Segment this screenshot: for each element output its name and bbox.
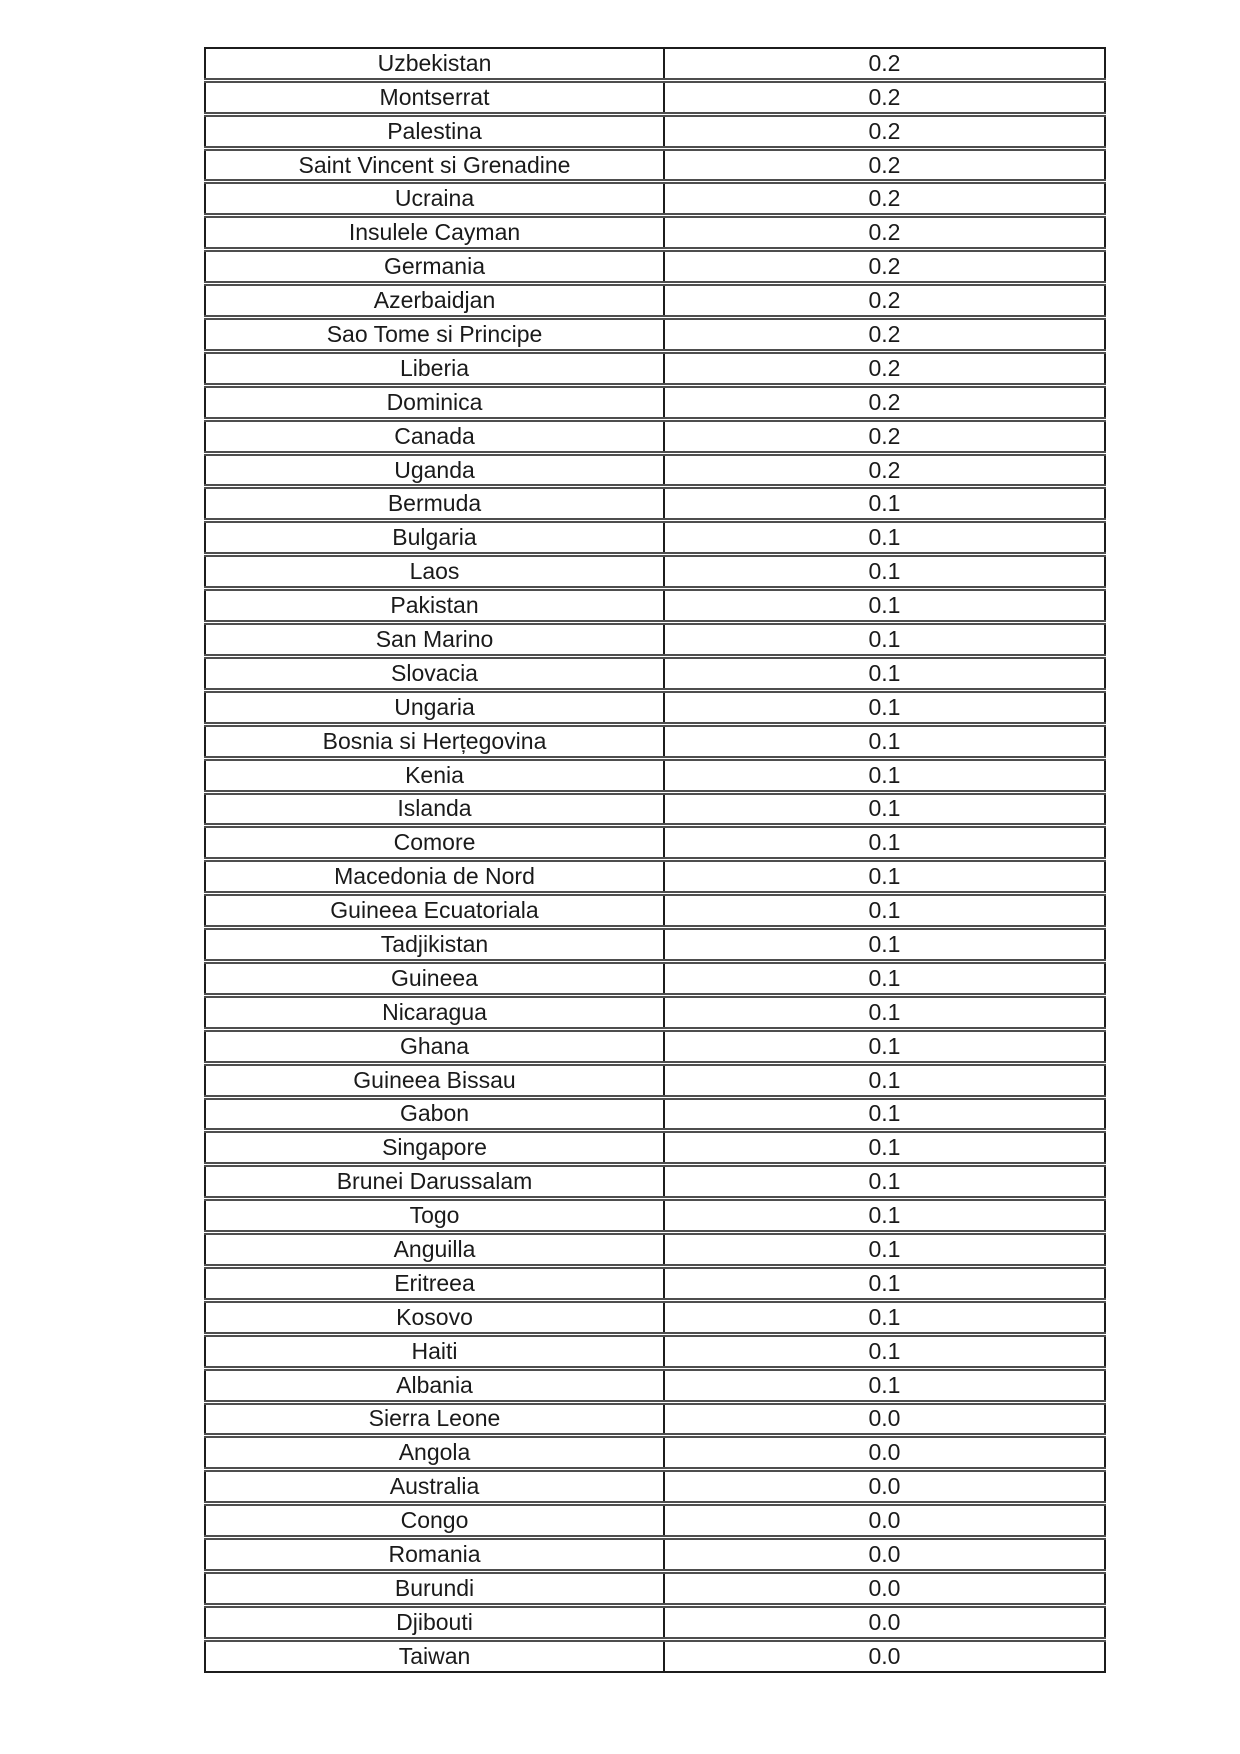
country-cell: Azerbaidjan: [205, 284, 664, 318]
country-cell: Kosovo: [205, 1300, 664, 1334]
country-value-table: [204, 47, 1106, 1673]
country-cell: Burundi: [205, 1571, 664, 1605]
value-cell: 0.1: [664, 961, 1105, 995]
table-row: [205, 1165, 1105, 1199]
table-row: [205, 148, 1105, 182]
value-cell: 0.1: [664, 521, 1105, 555]
value-cell: 0.1: [664, 1063, 1105, 1097]
value-cell: 0.1: [664, 758, 1105, 792]
country-cell: Guineea Bissau: [205, 1063, 664, 1097]
value-cell: 0.1: [664, 1165, 1105, 1199]
table-row: [205, 182, 1105, 216]
country-cell: Bosnia si Herțegovina: [205, 724, 664, 758]
country-cell: Macedonia de Nord: [205, 860, 664, 894]
table-row: [205, 995, 1105, 1029]
country-cell: Palestina: [205, 114, 664, 148]
country-cell: Togo: [205, 1199, 664, 1233]
value-cell: 0.1: [664, 623, 1105, 657]
table-row: [205, 1605, 1105, 1639]
country-cell: Sao Tome si Principe: [205, 318, 664, 352]
country-cell: Eritreea: [205, 1266, 664, 1300]
country-cell: Taiwan: [205, 1639, 664, 1672]
table-row: [205, 826, 1105, 860]
table-row: [205, 860, 1105, 894]
value-cell: 0.1: [664, 860, 1105, 894]
table-row: [205, 419, 1105, 453]
value-cell: 0.0: [868, 1642, 901, 1669]
country-cell: Canada: [205, 419, 664, 453]
country-cell: Romania: [205, 1538, 664, 1572]
country-cell: Insulele Cayman: [205, 216, 664, 250]
table-row: [205, 1300, 1105, 1334]
table-row: [205, 453, 1105, 487]
country-cell: Australia: [205, 1470, 664, 1504]
value-cell: 0.2: [664, 419, 1105, 453]
country-cell: Saint Vincent si Grenadine: [205, 148, 664, 182]
table-row: [205, 1266, 1105, 1300]
value-cell: 0.0: [664, 1436, 1105, 1470]
value-cell: 0.1: [664, 690, 1105, 724]
country-cell: Brunei Darussalam: [205, 1165, 664, 1199]
country-cell: Kenia: [205, 758, 664, 792]
country-cell: Ungaria: [205, 690, 664, 724]
value-cell: 0.2: [664, 250, 1105, 284]
value-cell: 0.2: [664, 182, 1105, 216]
table-body: [205, 48, 1105, 1672]
table-row: [205, 487, 1105, 521]
table-row: [205, 1571, 1105, 1605]
value-cell: 0.0: [664, 1402, 1105, 1436]
table-row: [205, 1199, 1105, 1233]
value-cell: 0.2: [664, 114, 1105, 148]
value-cell: 0.1: [664, 1368, 1105, 1402]
value-cell: 0.1: [664, 1131, 1105, 1165]
table-row: [205, 80, 1105, 114]
table-row: [205, 1368, 1105, 1402]
value-cell: 0.1: [664, 724, 1105, 758]
value-cell: 0.0: [664, 1538, 1105, 1572]
table-row: [205, 1063, 1105, 1097]
table-row: [205, 351, 1105, 385]
value-cell: 0.1: [664, 792, 1105, 826]
value-cell: 0.0: [664, 1504, 1105, 1538]
country-cell: Singapore: [205, 1131, 664, 1165]
table-row: [205, 758, 1105, 792]
value-cell: 0.1: [664, 1199, 1105, 1233]
table-row: [205, 385, 1105, 419]
value-cell: 0.1: [664, 487, 1105, 521]
value-cell: 0.0: [664, 1470, 1105, 1504]
country-cell: Anguilla: [205, 1233, 664, 1267]
value-cell: 0.1: [664, 894, 1105, 928]
value-cell: 0.1: [664, 1097, 1105, 1131]
table-row: [205, 928, 1105, 962]
value-cell: 0.1: [664, 928, 1105, 962]
value-cell: 0.2: [664, 351, 1105, 385]
table-row: [205, 48, 1105, 80]
table-row: [205, 589, 1105, 623]
table-row: [205, 318, 1105, 352]
value-cell: 0.2: [664, 284, 1105, 318]
value-cell: 0.2: [664, 453, 1105, 487]
table-row: [205, 724, 1105, 758]
country-cell: Slovacia: [205, 656, 664, 690]
table-row: [205, 521, 1105, 555]
country-cell: Montserrat: [205, 80, 664, 114]
table-row: [205, 114, 1105, 148]
value-cell: 0.0: [664, 1605, 1105, 1639]
value-cell: 0.1: [664, 589, 1105, 623]
country-cell: Bermuda: [205, 487, 664, 521]
value-cell: 0.2: [664, 80, 1105, 114]
value-cell: 0.1: [664, 1029, 1105, 1063]
country-cell: Guineea: [205, 961, 664, 995]
country-cell: Guineea Ecuatoriala: [205, 894, 664, 928]
table-row: [205, 1029, 1105, 1063]
value-cell: 0.0: [664, 1571, 1105, 1605]
value-cell: 0.1: [664, 555, 1105, 589]
value-cell: 0.2: [664, 318, 1105, 352]
table-row: [205, 1639, 1105, 1672]
country-cell: Sierra Leone: [205, 1402, 664, 1436]
table-row: [205, 690, 1105, 724]
table-row: [205, 792, 1105, 826]
value-cell: 0.1: [664, 1266, 1105, 1300]
table-row: [205, 250, 1105, 284]
table-row: [205, 1334, 1105, 1368]
country-cell: Tadjikistan: [205, 928, 664, 962]
table-row: [205, 961, 1105, 995]
country-cell: Haiti: [205, 1334, 664, 1368]
country-cell: Congo: [205, 1504, 664, 1538]
table-row: [205, 1436, 1105, 1470]
table-row: [205, 216, 1105, 250]
table-row: [205, 555, 1105, 589]
value-cell: 0.1: [664, 995, 1105, 1029]
value-cell: 0.1: [664, 1233, 1105, 1267]
country-cell: Uganda: [205, 453, 664, 487]
country-cell: Bulgaria: [205, 521, 664, 555]
table-row: [205, 1504, 1105, 1538]
value-cell: 0.2: [664, 216, 1105, 250]
country-cell: Laos: [205, 555, 664, 589]
country-cell: Dominica: [205, 385, 664, 419]
country-cell: Djibouti: [205, 1605, 664, 1639]
value-cell: 0.1: [664, 1334, 1105, 1368]
country-cell: Nicaragua: [205, 995, 664, 1029]
country-cell: Angola: [205, 1436, 664, 1470]
table-row: [205, 623, 1105, 657]
value-cell: 0.1: [664, 1300, 1105, 1334]
table-row: [205, 1470, 1105, 1504]
country-cell: Liberia: [205, 351, 664, 385]
country-cell: Ucraina: [205, 182, 664, 216]
country-cell: Germania: [205, 250, 664, 284]
value-cell: 0.1: [664, 826, 1105, 860]
table-row: [205, 1538, 1105, 1572]
country-cell: San Marino: [205, 623, 664, 657]
country-cell: Albania: [205, 1368, 664, 1402]
table-row: [205, 1233, 1105, 1267]
table-row: [205, 656, 1105, 690]
country-cell: Gabon: [205, 1097, 664, 1131]
table-row: [205, 894, 1105, 928]
table-row: [205, 1097, 1105, 1131]
country-cell: Islanda: [205, 792, 664, 826]
table-row: [205, 284, 1105, 318]
country-cell: Uzbekistan: [205, 48, 664, 80]
value-cell: 0.2: [664, 148, 1105, 182]
country-cell: Pakistan: [205, 589, 664, 623]
value-cell: 0.2: [664, 385, 1105, 419]
table-row: [205, 1402, 1105, 1436]
country-cell: Comore: [205, 826, 664, 860]
value-cell: 0.1: [664, 656, 1105, 690]
country-cell: Ghana: [205, 1029, 664, 1063]
table-row: [205, 1131, 1105, 1165]
value-cell: 0.2: [664, 48, 1105, 80]
